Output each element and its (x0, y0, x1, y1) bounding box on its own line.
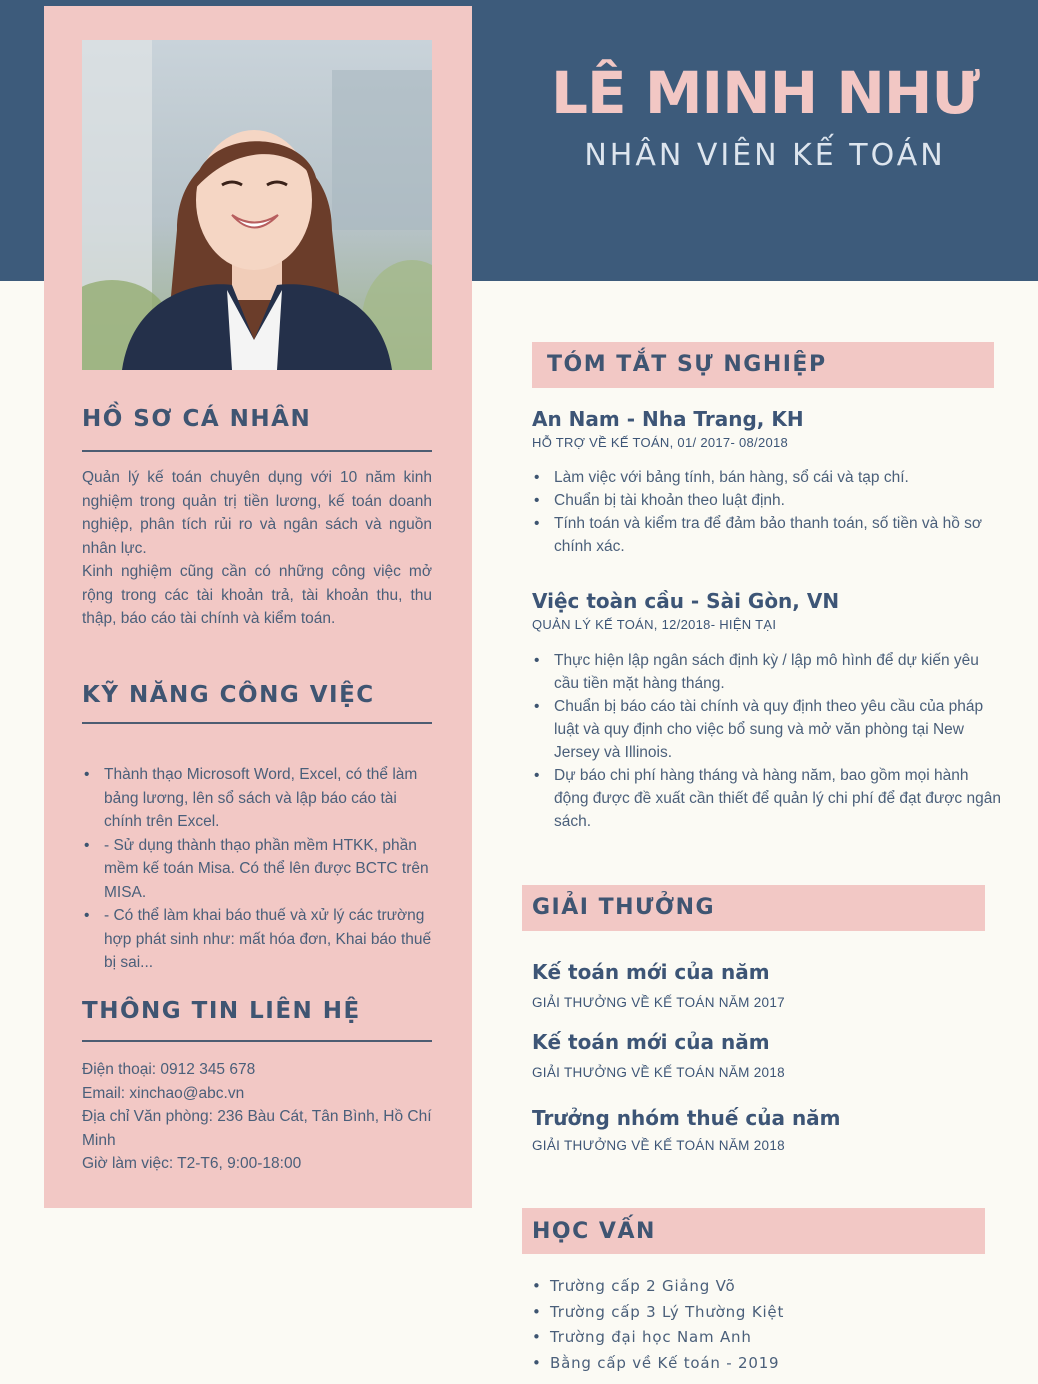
profile-photo (82, 40, 432, 370)
job-duty-item: • Tính toán và kiểm tra để đảm bảo thanh toán, số tiền và hồ sơ chính xác. (554, 512, 1002, 558)
education-item: • Bằng cấp về Kế toán - 2019 (550, 1351, 982, 1377)
candidate-job-title: NHÂN VIÊN KẾ TOÁN (584, 138, 946, 173)
award-title: Kế toán mới của năm (532, 1030, 770, 1054)
contact-address: Địa chỉ Văn phòng: 236 Bàu Cát, Tân Bình, Hồ Chí Minh (82, 1108, 432, 1149)
summary-heading: TÓM TẮT SỰ NGHIỆP (547, 352, 827, 377)
contact-heading: THÔNG TIN LIÊN HỆ (82, 998, 361, 1024)
awards-heading: GIẢI THƯỞNG (532, 895, 716, 920)
job-duty-item: • Chuẩn bị tài khoản theo luật định. (554, 489, 1002, 512)
award-subtitle: GIẢI THƯỞNG VỀ KẾ TOÁN NĂM 2017 (532, 995, 785, 1010)
job-duty-item: • Làm việc với bảng tính, bán hàng, sổ cái và tạp chí. (554, 466, 1002, 489)
award-title: Kế toán mới của năm (532, 960, 770, 984)
contact-divider (82, 1040, 432, 1042)
skills-list (82, 763, 432, 975)
skills-heading: KỸ NĂNG CÔNG VIỆC (82, 682, 375, 708)
contact-email: Email: xinchao@abc.vn (82, 1084, 245, 1102)
education-item: • Trường cấp 3 Lý Thường Kiệt (550, 1300, 982, 1326)
job-company: Việc toàn cầu - Sài Gòn, VN (532, 589, 840, 613)
profile-paragraph: Kinh nghiệm cũng cần có những công việc mở rộng trong các tài khoản trả, tài khoản thu, thu thập, báo cáo tài chính và kiểm toán. (82, 563, 432, 627)
education-item: • Trường đại học Nam Anh (550, 1325, 982, 1351)
profile-paragraph: Quản lý kế toán chuyên dụng với 10 năm kinh nghiệm trong quản trị tiền lương, kế toán doanh nghiệp, phân tích rủi ro và ngân sách và nguồn nhân lực. (82, 469, 432, 557)
skill-item: • Thành thạo Microsoft Word, Excel, có thể làm bảng lương, lên sổ sách và lập báo cáo tài chính trên Excel. (104, 763, 432, 834)
skill-item: • - Sử dụng thành thạo phần mềm HTKK, phần mềm kế toán Misa. Có thể lên được BCTC trên MISA. (104, 834, 432, 905)
job-role: HỖ TRỢ VỀ KẾ TOÁN, 01/ 2017- 08/2018 (532, 435, 789, 450)
contact-block (82, 1058, 432, 1176)
job-duty-item: • Thực hiện lập ngân sách định kỳ / lập mô hình để dự kiến yêu cầu tiền mặt hàng tháng. (554, 649, 1002, 695)
job-duty-item: • Dự báo chi phí hàng tháng và hàng năm, bao gồm mọi hành động được đề xuất cần thiết để quản lý chi phí để đạt được ngân sách. (554, 764, 1002, 833)
profile-divider (82, 450, 432, 452)
contact-phone: Điện thoại: 0912 345 678 (82, 1061, 256, 1078)
job-duties-list (532, 649, 1002, 833)
job-role: QUẢN LÝ KẾ TOÁN, 12/2018- HIỆN TẠI (532, 617, 777, 632)
profile-heading: HỒ SƠ CÁ NHÂN (82, 406, 312, 432)
award-title: Trưởng nhóm thuế của năm (532, 1106, 841, 1130)
job-company: An Nam - Nha Trang, KH (532, 407, 804, 431)
education-list (532, 1274, 982, 1376)
education-heading: HỌC VẤN (532, 1219, 656, 1244)
skills-divider (82, 722, 432, 724)
award-subtitle: GIẢI THƯỞNG VỀ KẾ TOÁN NĂM 2018 (532, 1065, 785, 1080)
job-duty-item: • Chuẩn bị báo cáo tài chính và quy định theo yêu cầu của pháp luật và quy định cho việc bổ sung và mở văn phòng tại New Jersey và Illinois. (554, 695, 1002, 764)
award-subtitle: GIẢI THƯỞNG VỀ KẾ TOÁN NĂM 2018 (532, 1138, 785, 1153)
skill-item: • - Có thể làm khai báo thuế và xử lý các trường hợp phát sinh như: mất hóa đơn, Khai báo thuế bị sai... (104, 904, 432, 975)
job-duties-list (532, 466, 1002, 558)
contact-hours: Giờ làm việc: T2-T6, 9:00-18:00 (82, 1155, 302, 1172)
candidate-name: LÊ MINH NHƯ (551, 59, 979, 127)
education-item: • Trường cấp 2 Giảng Võ (550, 1274, 982, 1300)
